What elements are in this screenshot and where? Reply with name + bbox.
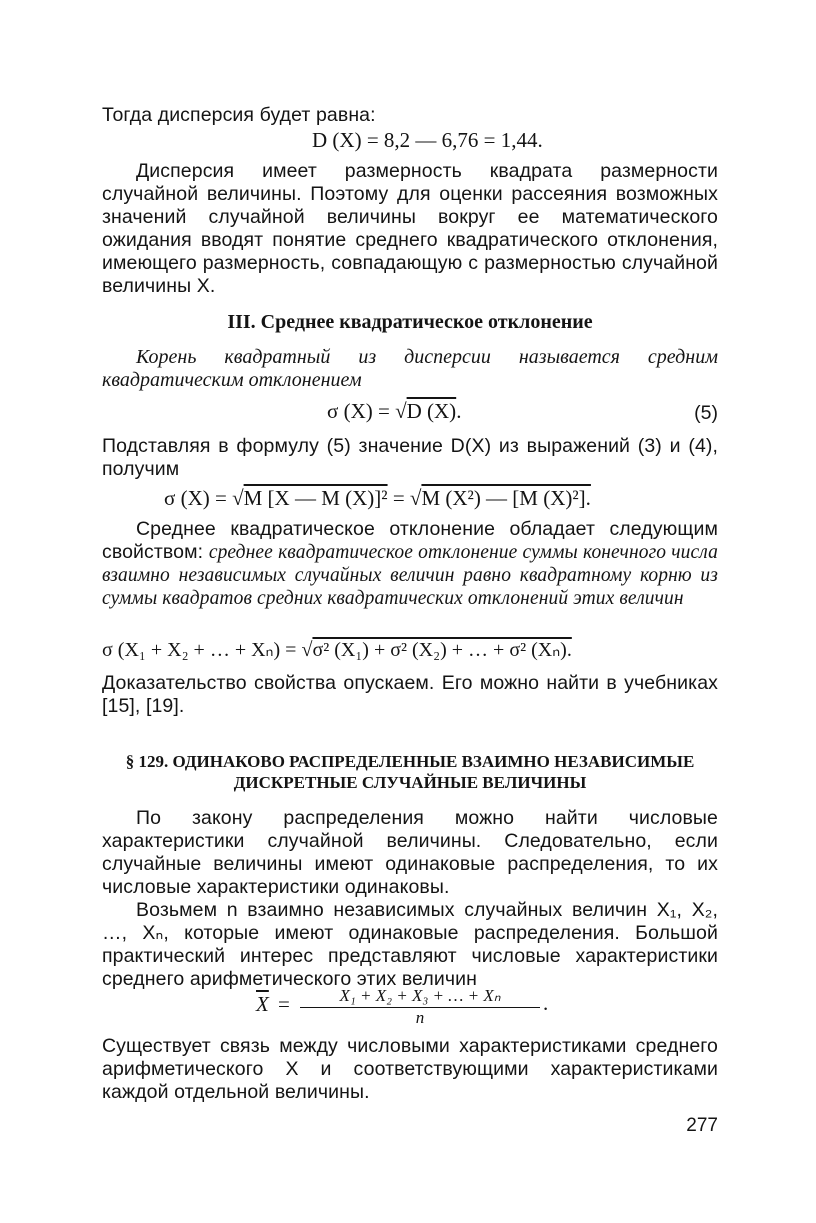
formula-5: σ (X) = √D (X). (327, 399, 462, 423)
intro-line: Тогда дисперсия будет равна: (102, 104, 376, 126)
relation-paragraph: Существует связь между числовыми характеристиками среднего арифметического X и соответствующими характеристиками каждой отдельной величины. (102, 1035, 718, 1103)
sum-sigma-equation: σ (X₁ + X₂ + … + Xₙ) = √σ² (X₁) + σ² (X₂) + … + σ² (Xₙ). (102, 639, 572, 661)
equation-number: (5) (694, 402, 718, 424)
page-number: 277 (686, 1115, 718, 1136)
law-paragraph: По закону распределения можно найти числовые характеристики случайной величины. Следовательно, если случайные величины имеют одинаковые распределения, то их числовые характеристики одинаковы. (102, 807, 718, 898)
property-paragraph: Среднее квадратическое отклонение обладает следующим свойством: среднее квадратическое отклонение суммы конечного числа взаимно независимых случайных величин равно квадратному корню из суммы квадратов средних квадратических отклонений этих величин (102, 518, 718, 609)
sqrt-sign: √ (395, 399, 407, 423)
section-129-heading: § 129. ОДИНАКОВО РАСПРЕДЕЛЕННЫЕ ВЗАИМНО НЕЗАВИСИМЫЕ ДИСКРЕТНЫЕ СЛУЧАЙНЫЕ ВЕЛИЧИНЫ (125, 752, 695, 792)
substitution-paragraph: Подставляя в формулу (5) значение D(X) из выражений (3) и (4), получим (102, 435, 718, 480)
radicand: D (X) (406, 399, 457, 423)
mean-formula: $\overline{X}$ = $\frac{\text{X₁ + X₂ + X₃ + … + Xₙ}}{n}$ . (256, 986, 549, 1027)
definition-paragraph: Корень квадратный из дисперсии называется средним квадратическим отклонением (102, 346, 718, 391)
mean-symbol: $\overline{X}$ (256, 992, 269, 1016)
take-n-paragraph: Возьмем n взаимно независимых случайных величин X₁, X₂, …, Xₙ, которые имеют одинаковые распределения. Большой практический интерес представляют числовые характеристики среднего арифметического этих величин (102, 899, 718, 990)
section-3-heading: III. Среднее квадратическое отклонение (227, 311, 593, 333)
variance-equation: D (X) = 8,2 — 6,76 = 1,44. (312, 128, 543, 152)
fraction-denominator: n (415, 1008, 425, 1027)
dimension-paragraph: Дисперсия имеет размерность квадрата размерности случайной величины. Поэтому для оценки рассеяния возможных значений случайной величины вокруг ее математического ожидания вводят понятие среднего квадратического отклонения, имеющего размерность, совпадающую с размерностью случайной величины X. (102, 160, 718, 297)
fraction-numerator: X₁ + X₂ + X₃ + … + Xₙ (300, 985, 540, 1008)
sigma-expanded-equation: σ (X) = √M [X — M (X)]² = √M (X²) — [M (X)²]. (164, 486, 591, 510)
proof-paragraph: Доказательство свойства опускаем. Его можно найти в учебниках [15], [19]. (102, 672, 718, 717)
fraction (300, 985, 540, 1028)
